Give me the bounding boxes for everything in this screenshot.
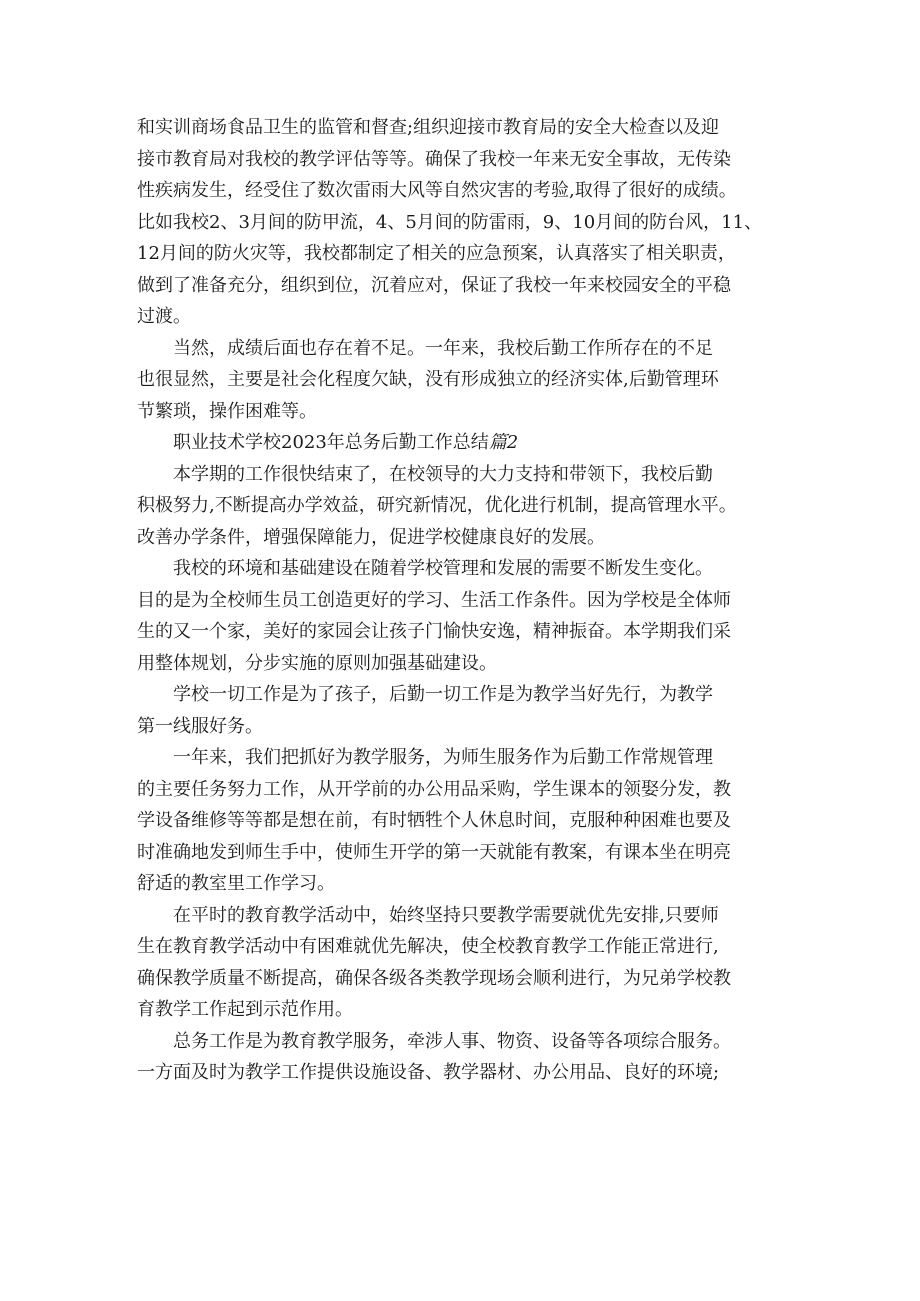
- paragraph-line: 总务工作是为教育教学服务，牵涉人事、物资、设备等各项综合服务。: [173, 1030, 731, 1052]
- paragraph-line: 目的是为全校师生员工创造更好的学习、生活工作条件。因为学校是全体师: [137, 589, 731, 611]
- paragraph-line: 时准确地发到师生手中，使师生开学的第一天就能有教案，有课本坐在明亮: [137, 841, 731, 863]
- section-heading-title: 职业技术学校2023年总务后勤工作总结: [173, 432, 489, 453]
- paragraph-line: 也很显然，主要是社会化程度欠缺，没有形成独立的经济实体,后勤管理环: [137, 369, 719, 390]
- paragraph-line: 确保教学质量不断提高，确保各级各类教学现场会顺利进行，为兄弟学校教: [137, 967, 731, 989]
- paragraph-line: 性疾病发生，经受住了数次雷雨大风等自然灾害的考验,取得了很好的成绩。: [137, 180, 737, 201]
- paragraph-line: 积极努力,不断提高办学效益，研究新情况，优化进行机制，提高管理水平。: [137, 495, 737, 516]
- paragraph-line: 舒适的教室里工作学习。: [137, 873, 335, 894]
- paragraph-line: 第一线服好务。: [137, 715, 263, 737]
- paragraph-line: 学设备维修等等都是想在前，有时牺牲个人休息时间，克服种种困难也要及: [137, 810, 731, 831]
- section-heading: [137, 427, 807, 459]
- paragraph-line: 一方面及时为教学工作提供设施设备、教学器材、办公用品、良好的环境;: [137, 1062, 720, 1083]
- paragraph-line: 一年来，我们把抓好为教学服务，为师生服务作为后勤工作常规管理: [173, 747, 713, 768]
- section-heading-subtitle: 篇2: [488, 432, 519, 453]
- paragraph-line: 12月间的防火灾等，我校都制定了相关的应急预案，认真落实了相关职责，: [137, 243, 736, 264]
- paragraph-line: 比如我校2、3月间的防甲流，4、5月间的防雷雨，9、10月间的防台风，11、: [137, 211, 763, 233]
- paragraph-line: 节繁琐，操作困难等。: [137, 400, 317, 422]
- paragraph-line: 生的又一个家，美好的家园会让孩子门愉快安逸，精神振奋。本学期我们采: [137, 621, 731, 642]
- paragraph-line: 用整体规划，分步实施的原则加强基础建设。: [137, 652, 497, 674]
- paragraph-line: 过渡。: [137, 306, 191, 327]
- paragraph-line: 和实训商场食品卫生的监管和督查;组织迎接市教育局的安全大检查以及迎: [137, 117, 720, 138]
- document-body: [137, 112, 807, 1089]
- paragraph-line: 学校一切工作是为了孩子，后勤一切工作是为教学当好先行，为教学: [173, 684, 713, 705]
- paragraph-line: 生在教育教学活动中有困难就优先解决，使全校教育教学工作能正常进行,: [137, 936, 719, 957]
- paragraph-line: 做到了准备充分，组织到位，沉着应对，保证了我校一年来校园安全的平稳: [137, 274, 731, 296]
- paragraph-line: 当然，成绩后面也存在着不足。一年来，我校后勤工作所存在的不足: [173, 337, 713, 359]
- paragraph-line: 改善办学条件，增强保障能力，促进学校健康良好的发展。: [137, 526, 605, 548]
- paragraph-line: 的主要任务努力工作，从开学前的办公用品采购，学生课本的领娶分发，教: [137, 778, 731, 800]
- paragraph-line: 接市教育局对我校的教学评估等等。确保了我校一年来无安全事故，无传染: [137, 148, 731, 170]
- paragraph-line: 育教学工作起到示范作用。: [137, 999, 353, 1020]
- paragraph-line: 在平时的教育教学活动中，始终坚持只要教学需要就优先安排,只要师: [173, 904, 719, 926]
- paragraph-line: 我校的环境和基础建设在随着学校管理和发展的需要不断发生变化。: [173, 558, 713, 579]
- paragraph-line: 本学期的工作很快结束了，在校领导的大力支持和带领下，我校后勤: [173, 463, 713, 485]
